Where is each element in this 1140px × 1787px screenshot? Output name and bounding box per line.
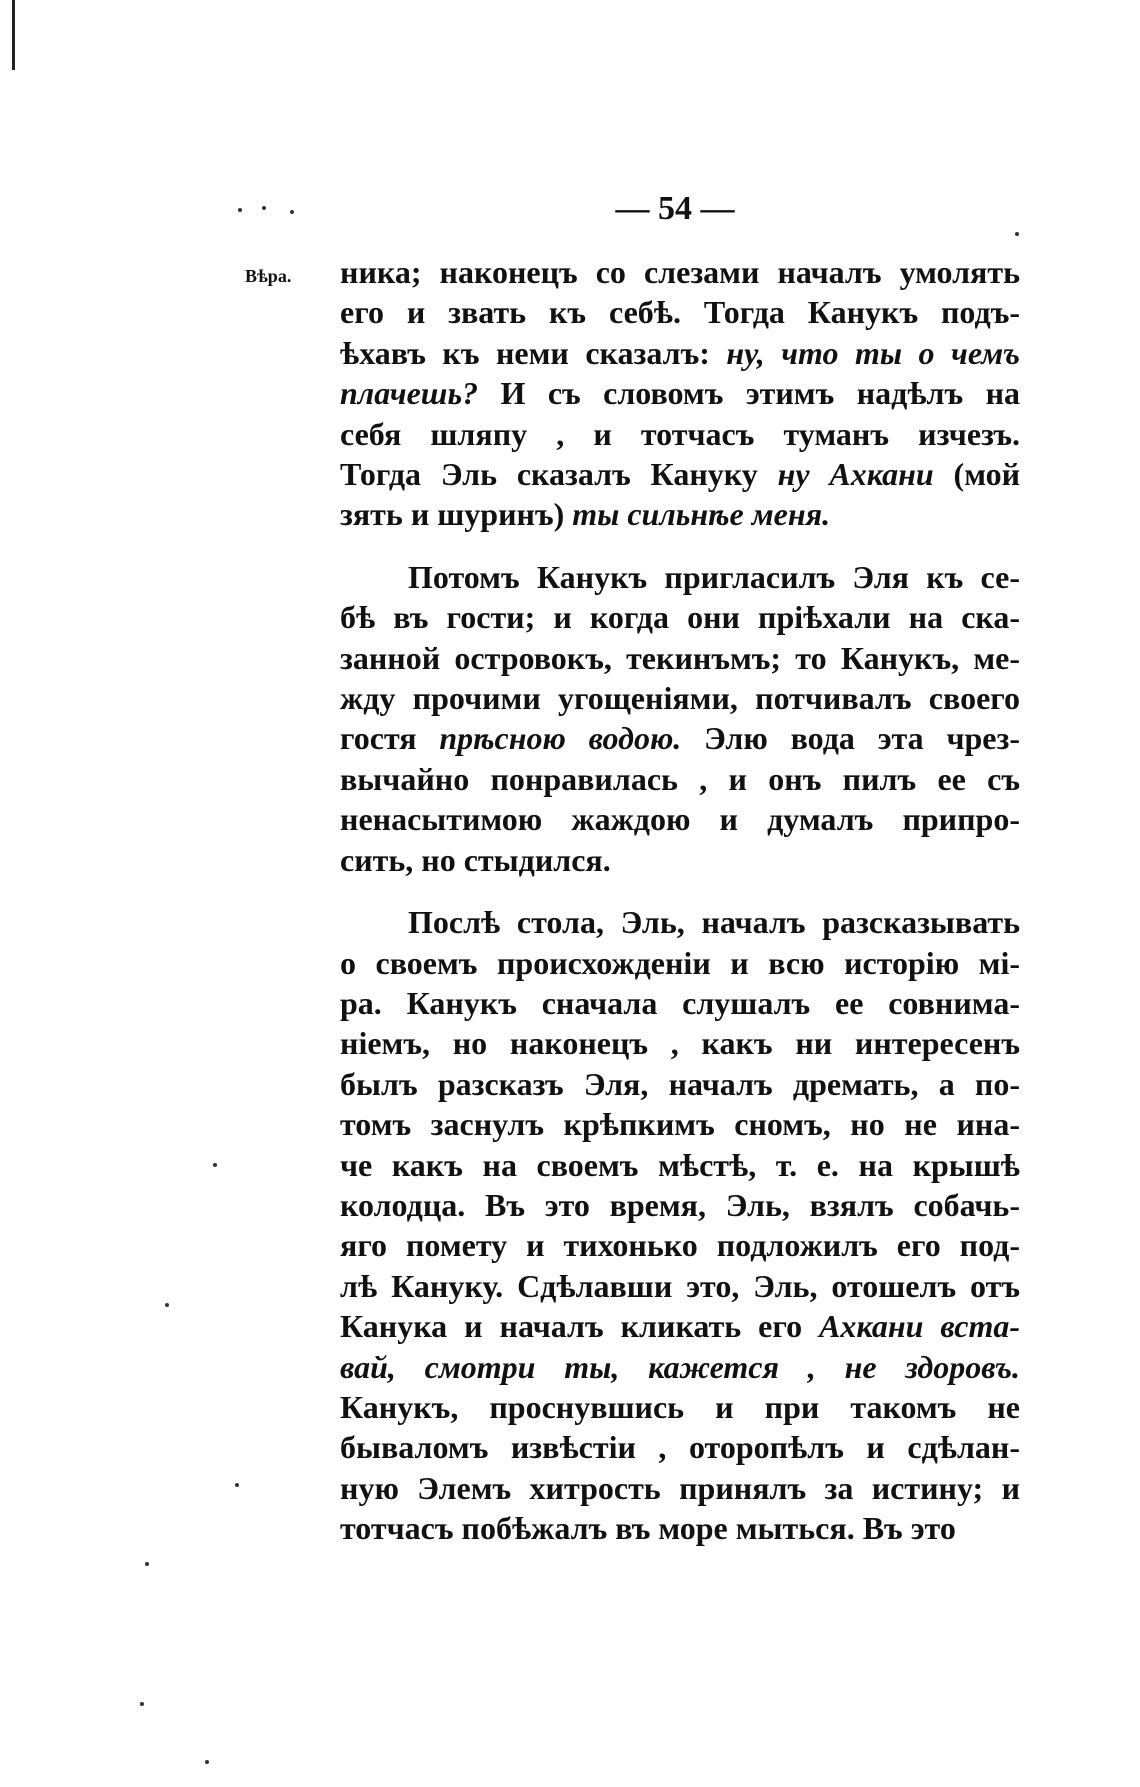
text-line (340, 1266, 1020, 1306)
italic-run: вай, смотри ты, кажется , не здоровъ. (340, 1348, 1020, 1385)
text-line (340, 840, 1020, 880)
text-line (340, 638, 1020, 678)
italic-run: ну Ахкани (777, 456, 934, 493)
text-line (340, 983, 1020, 1023)
text-run: Канукъ, проснувшись и при такомъ не (340, 1388, 1020, 1425)
text-line (340, 1387, 1020, 1427)
text-run: (мой (933, 456, 1021, 493)
text-run: Послѣ стола, Эль, началъ разсказывать (408, 904, 1020, 941)
italic-run: ну, что ты о чемъ (726, 334, 1021, 371)
text-run: себя шляпу , и тотчасъ туманъ изчезъ. (340, 415, 1020, 452)
text-line (340, 333, 1020, 373)
text-run: ніемъ, но наконецъ , какъ ни интересенъ (340, 1025, 1020, 1062)
scan-edge-line (12, 0, 15, 70)
text-run: ника; наконецъ со слезами началъ умолять (340, 254, 1020, 290)
text-run: сить, но стыдился. (340, 841, 611, 878)
text-line (340, 1347, 1020, 1387)
text-line (340, 1104, 1020, 1144)
text-run: колодца. Въ это время, Эль, взялъ собачь- (340, 1186, 1020, 1223)
text-line (340, 1064, 1020, 1104)
text-line (340, 1427, 1020, 1467)
text-run: Потомъ Канукъ пригласилъ Эля къ се- (408, 558, 1020, 595)
text-run: ра. Канукъ сначала слушалъ ее совнима- (340, 984, 1020, 1021)
text-line (340, 1306, 1020, 1346)
text-line (340, 292, 1020, 332)
text-run: Канука и началъ кликать его (340, 1308, 820, 1345)
text-run: ненасытимою жаждою и думалъ припро- (340, 801, 1020, 838)
page-number: — 54 — (615, 190, 735, 227)
scan-speck (145, 1562, 149, 1566)
text-line (340, 718, 1020, 758)
text-run: бываломъ извѣстіи , оторопѣлъ и сдѣлан- (340, 1429, 1020, 1466)
text-run: че какъ на своемъ мѣстѣ, т. е. на крышѣ (340, 1146, 1020, 1183)
text-run: вычайно понравилась , и онъ пилъ ее съ (340, 760, 1020, 797)
text-line (340, 252, 1020, 292)
text-run: лѣ Кануку. Сдѣлавши это, Эль, отошелъ отъ (340, 1267, 1020, 1304)
text-line (340, 1145, 1020, 1185)
text-line (340, 373, 1020, 413)
text-line (340, 1225, 1020, 1265)
margin-note: Вѣра. (245, 266, 292, 286)
text-run: былъ разсказъ Эля, началъ дремать, а по- (340, 1065, 1020, 1102)
text-line (340, 454, 1020, 494)
text-run: яго помету и тихонько подложилъ его под- (340, 1227, 1020, 1264)
scan-speck (205, 1760, 209, 1764)
text-line (340, 494, 1020, 534)
scan-speck (140, 1702, 144, 1706)
scan-speck (1015, 232, 1019, 236)
text-run: гостя (340, 720, 440, 757)
text-run: жду прочими угощеніями, потчивалъ своего (340, 680, 1020, 717)
text-line (340, 1508, 1020, 1548)
text-run: бѣ въ гости; и когда они пріѣхали на ска- (340, 599, 1020, 636)
text-line (340, 943, 1020, 983)
text-line (340, 1023, 1020, 1063)
scan-speck (235, 1483, 239, 1487)
text-run: томъ заснулъ крѣпкимъ сномъ, но не ина- (340, 1106, 1020, 1143)
text-run: занной островокъ, текинъмъ; то Канукъ, ме- (340, 639, 1020, 676)
text-run: зять и шуринъ) (340, 496, 573, 533)
text-run: ную Элемъ хитрость принялъ за истину; и (340, 1469, 1020, 1506)
text-line (340, 414, 1020, 454)
paragraph (340, 252, 1020, 535)
scan-speck (165, 1303, 169, 1307)
italic-run: плачешь? (340, 375, 479, 412)
text-line (340, 678, 1020, 718)
text-run: И съ словомъ этимъ надѣлъ на (478, 375, 1020, 412)
text-run: Тогда Эль сказалъ Кануку (340, 456, 778, 493)
text-run: его и звать къ себѣ. Тогда Канукъ подъ- (340, 294, 1020, 331)
text-run: тотчасъ побѣжалъ въ море мыться. Въ это (340, 1510, 956, 1547)
scan-speck (290, 210, 294, 214)
scan-speck (262, 206, 266, 210)
text-run: ѣхавъ къ неми сказалъ: (340, 334, 727, 371)
scan-speck (238, 208, 242, 212)
text-line (340, 902, 1020, 942)
text-line (340, 799, 1020, 839)
italic-run: Ахкани вста- (819, 1308, 1020, 1345)
text-line (340, 1185, 1020, 1225)
text-run: о своемъ происхожденіи и всю исторію мі- (340, 944, 1020, 981)
paragraph (340, 902, 1020, 1549)
text-line (340, 759, 1020, 799)
scan-speck (213, 1163, 217, 1167)
text-line (340, 557, 1020, 597)
text-line (340, 1468, 1020, 1508)
text-run: Элю вода эта чрез- (681, 720, 1020, 757)
text-line (340, 597, 1020, 637)
italic-run: ты сильнѣе меня. (572, 496, 831, 533)
body-text (340, 252, 1020, 1571)
paragraph (340, 557, 1020, 880)
italic-run: прѣсною водою. (439, 720, 682, 757)
